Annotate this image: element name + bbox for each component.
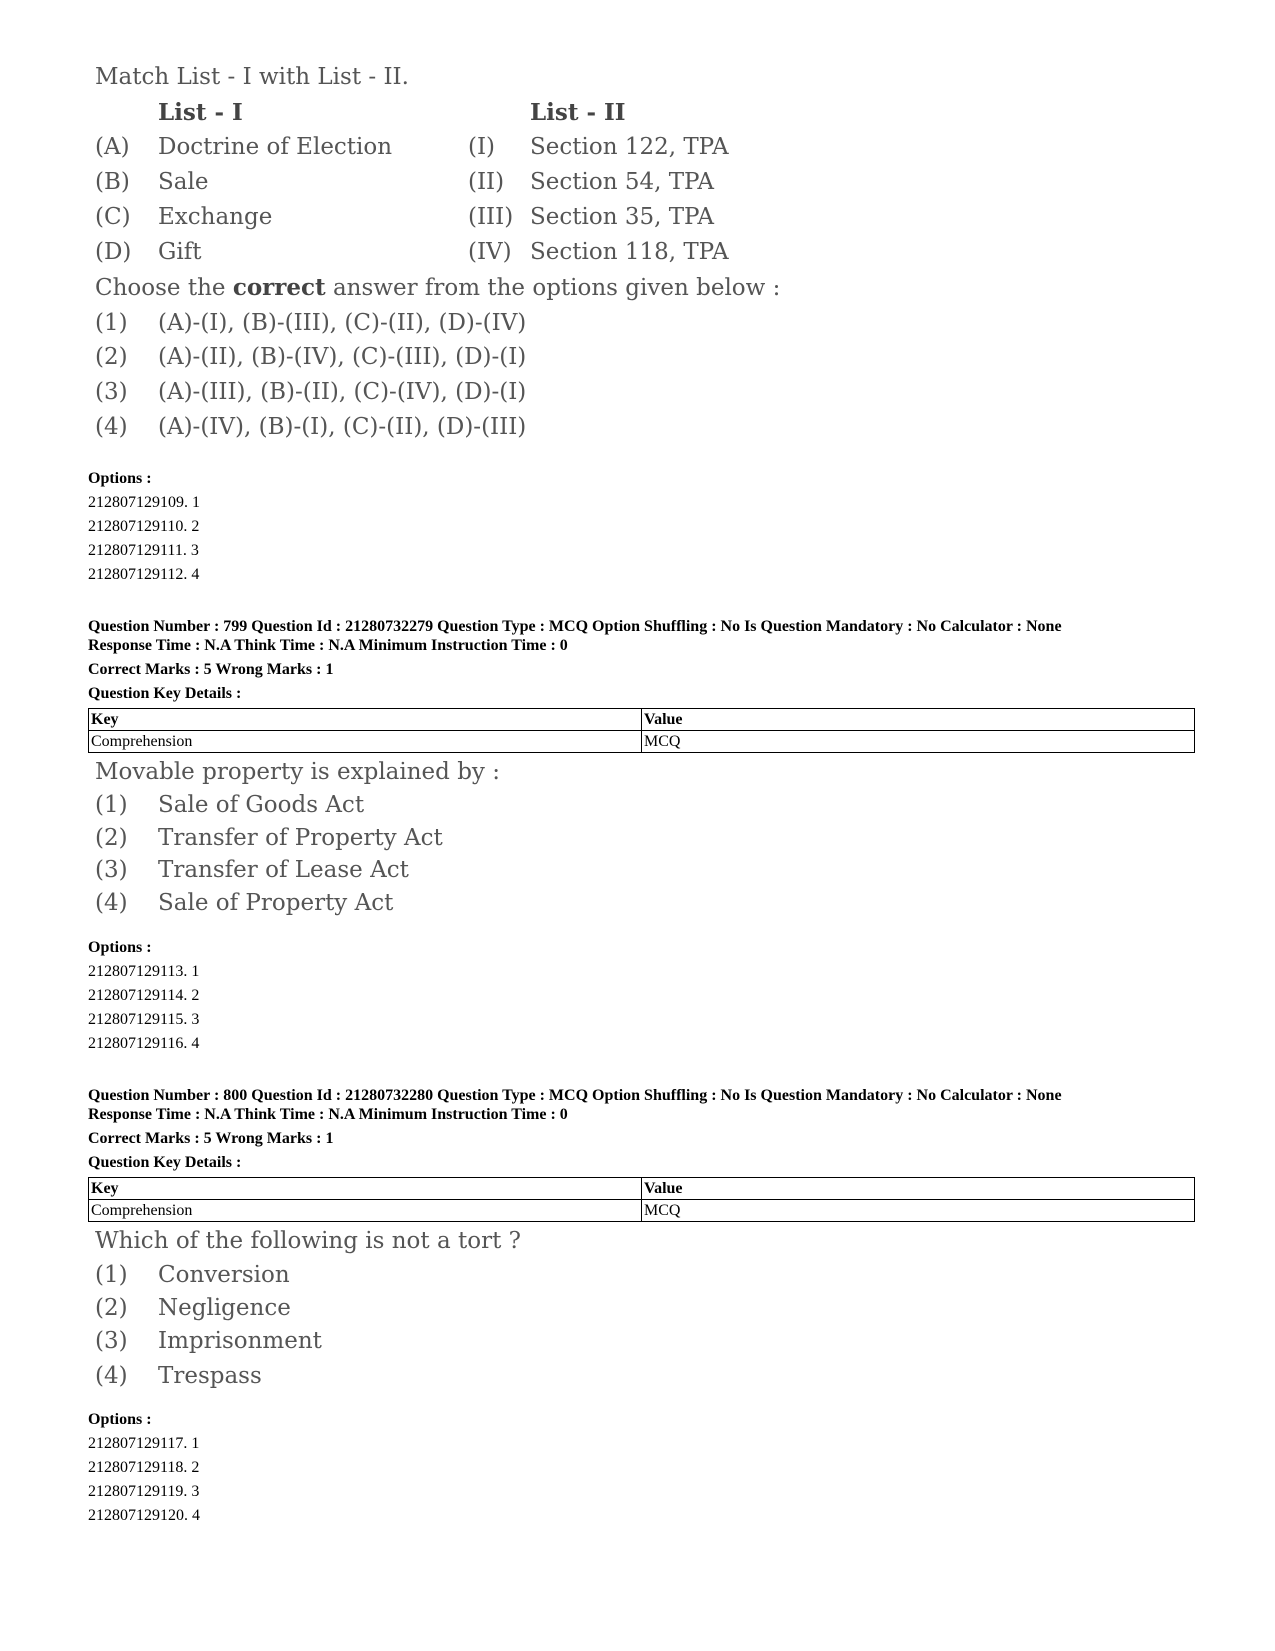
value-header: Value	[642, 1178, 1195, 1200]
key-details-table	[88, 1177, 1195, 1222]
choice-3-num: (3)	[95, 857, 128, 883]
value-cell: MCQ	[642, 1200, 1195, 1222]
key-cell: Comprehension	[89, 731, 642, 753]
choice-1-num: (1)	[95, 1262, 128, 1288]
table-row	[89, 1200, 1195, 1222]
question-prompt: Movable property is explained by :	[95, 759, 500, 785]
row-text-i: Section 122, TPA	[530, 134, 729, 160]
option-item: 212807129120. 4	[88, 1507, 200, 1524]
row-text-iii: Section 35, TPA	[530, 204, 715, 230]
row-label-b: (B)	[95, 169, 130, 195]
choice-3-text: Transfer of Lease Act	[158, 857, 409, 883]
row-text-b: Sale	[158, 169, 209, 195]
choice-2-text: (A)-(II), (B)-(IV), (C)-(III), (D)-(I)	[158, 344, 527, 370]
question-meta-line: Question Number : 800 Question Id : 21280732280 Question Type : MCQ Option Shuffling : No Is Question Mandatory : No Calculator : None	[88, 1087, 1062, 1104]
row-label-a: (A)	[95, 134, 130, 160]
table-header-row	[89, 1178, 1195, 1200]
choice-1-text: Conversion	[158, 1262, 290, 1288]
choice-4-num: (4)	[95, 414, 128, 440]
option-item: 212807129113. 1	[88, 963, 200, 980]
key-header: Key	[89, 1178, 642, 1200]
row-label-ii: (II)	[468, 169, 505, 195]
row-label-d: (D)	[95, 239, 132, 265]
choice-2-text: Transfer of Property Act	[158, 825, 443, 851]
question-prompt: Which of the following is not a tort ?	[95, 1228, 521, 1254]
choice-1-text: (A)-(I), (B)-(III), (C)-(II), (D)-(IV)	[158, 310, 527, 336]
options-label: Options :	[88, 1411, 152, 1428]
marks-line: Correct Marks : 5 Wrong Marks : 1	[88, 661, 334, 678]
choice-4-text: (A)-(IV), (B)-(I), (C)-(II), (D)-(III)	[158, 414, 527, 440]
question-meta-line: Question Number : 799 Question Id : 21280732279 Question Type : MCQ Option Shuffling : No Is Question Mandatory : No Calculator : None	[88, 618, 1062, 635]
choice-3-num: (3)	[95, 379, 128, 405]
option-item: 212807129111. 3	[88, 542, 199, 559]
options-label: Options :	[88, 939, 152, 956]
match-prompt: Match List - I with List - II.	[95, 64, 409, 90]
option-item: 212807129119. 3	[88, 1483, 200, 1500]
key-header: Key	[89, 709, 642, 731]
option-item: 212807129109. 1	[88, 494, 200, 511]
key-details-label: Question Key Details :	[88, 685, 242, 702]
option-item: 212807129112. 4	[88, 566, 200, 583]
choice-1-num: (1)	[95, 310, 128, 336]
row-text-ii: Section 54, TPA	[530, 169, 715, 195]
marks-line: Correct Marks : 5 Wrong Marks : 1	[88, 1130, 334, 1147]
table-row	[89, 731, 1195, 753]
option-item: 212807129116. 4	[88, 1035, 200, 1052]
choice-1-text: Sale of Goods Act	[158, 792, 365, 818]
option-item: 212807129115. 3	[88, 1011, 200, 1028]
options-label: Options :	[88, 470, 152, 487]
value-cell: MCQ	[642, 731, 1195, 753]
choice-4-num: (4)	[95, 1363, 128, 1389]
row-label-iv: (IV)	[468, 239, 512, 265]
choice-2-num: (2)	[95, 344, 128, 370]
option-item: 212807129110. 2	[88, 518, 200, 535]
choose-instruction: Choose the correct answer from the options given below :	[95, 274, 781, 301]
choice-3-text: Imprisonment	[158, 1328, 322, 1354]
choice-3-text: (A)-(III), (B)-(II), (C)-(IV), (D)-(I)	[158, 379, 527, 405]
choice-1-num: (1)	[95, 792, 128, 818]
choice-2-num: (2)	[95, 825, 128, 851]
choice-2-text: Negligence	[158, 1295, 291, 1321]
key-details-table	[88, 708, 1195, 753]
choice-4-num: (4)	[95, 890, 128, 916]
choice-3-num: (3)	[95, 1328, 128, 1354]
key-details-label: Question Key Details :	[88, 1154, 242, 1171]
choice-4-text: Sale of Property Act	[158, 890, 394, 916]
list-2-header: List - II	[530, 99, 626, 126]
choice-4-text: Trespass	[158, 1363, 262, 1389]
option-item: 212807129114. 2	[88, 987, 200, 1004]
choice-2-num: (2)	[95, 1295, 128, 1321]
row-text-c: Exchange	[158, 204, 273, 230]
row-text-iv: Section 118, TPA	[530, 239, 729, 265]
list-1-header: List - I	[158, 99, 243, 126]
row-text-d: Gift	[158, 239, 202, 265]
question-meta-line: Response Time : N.A Think Time : N.A Minimum Instruction Time : 0	[88, 1106, 568, 1123]
value-header: Value	[642, 709, 1195, 731]
question-meta-line: Response Time : N.A Think Time : N.A Minimum Instruction Time : 0	[88, 637, 568, 654]
option-item: 212807129117. 1	[88, 1435, 200, 1452]
option-item: 212807129118. 2	[88, 1459, 200, 1476]
row-label-iii: (III)	[468, 204, 514, 230]
row-text-a: Doctrine of Election	[158, 134, 393, 160]
key-cell: Comprehension	[89, 1200, 642, 1222]
row-label-i: (I)	[468, 134, 496, 160]
row-label-c: (C)	[95, 204, 131, 230]
table-header-row	[89, 709, 1195, 731]
